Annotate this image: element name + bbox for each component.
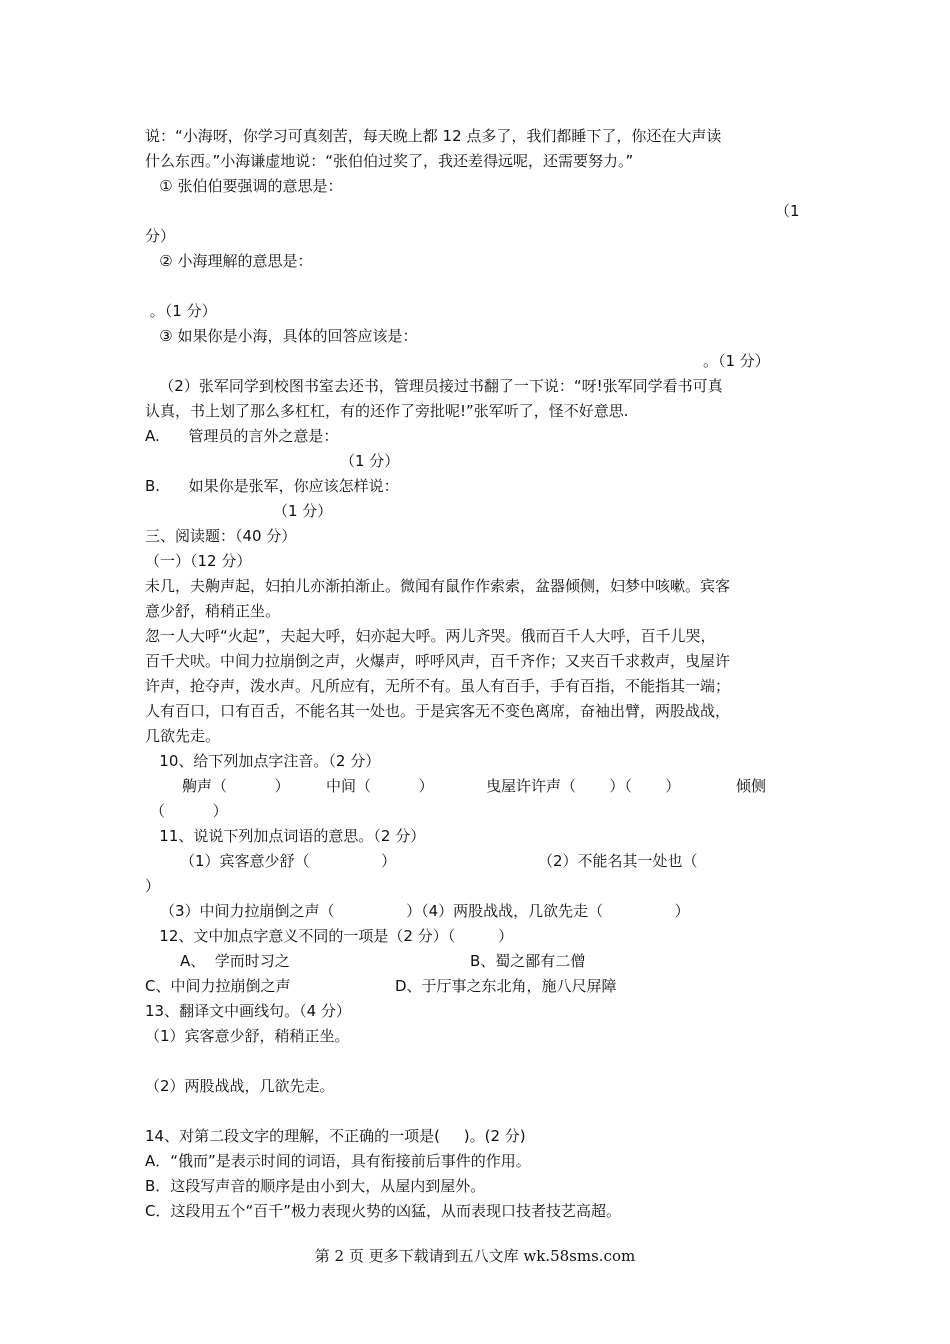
text-line: 。（1 分） — [703, 352, 770, 370]
text-line: （1 — [775, 202, 800, 220]
option-c: C、中间力拉崩倒之声 — [145, 977, 291, 995]
question-line: （1）宾客意少舒，稍稍正坐。 — [145, 1027, 350, 1045]
question-line: （2）两股战战，几欲先走。 — [145, 1077, 335, 1095]
option-b: B．这段写声音的顺序是由小到大，从屋内到屋外。 — [145, 1177, 486, 1195]
question-line: 中间（ ） — [326, 777, 434, 795]
question-line: （2）不能名其一处也（ — [538, 852, 698, 870]
question-line: （3）中间力拉崩倒之声（ ）（4）两股战战，几欲先走（ ） — [160, 902, 690, 920]
text-line: 意少舒，稍稍正坐。 — [145, 602, 281, 620]
text-line: 人有百口，口有百舌，不能名其一处也。于是宾客无不变色离席，奋袖出臂，两股战战， — [145, 702, 731, 720]
text-line: （2）张军同学到校图书室去还书，管理员接过书翻了一下说：“呀!张军同学看书可真 — [145, 377, 723, 395]
text-line: 忽一人大呼“火起”，夫起大呼，妇亦起大呼。两儿齐哭。俄而百千人大呼，百千儿哭， — [145, 627, 716, 645]
text-line: （1 分） — [273, 502, 333, 520]
text-line: ① 张伯伯要强调的意思是： — [145, 177, 343, 195]
text-line: 未几，夫齁声起，妇拍儿亦渐拍渐止。微闻有鼠作作索索，盆器倾侧，妇梦中咳嗽。宾客 — [145, 577, 731, 595]
option-b: B、蜀之鄙有二僧 — [470, 952, 586, 970]
question-line: 13、翻译文中画线句。（4 分） — [145, 1002, 351, 1020]
text-line: B. 如果你是张军，你应该怎样说： — [145, 477, 399, 495]
question-line: 齁声（ ） — [182, 777, 290, 795]
question-line: 曳屋许许声（ ）（ ） — [486, 777, 681, 795]
text-line: A. 管理员的言外之意是： — [145, 427, 339, 445]
text-line: 分） — [145, 227, 176, 245]
question-line: 12、文中加点字意义不同的一项是（2 分）（ ） — [145, 927, 514, 945]
text-line: 什么东西。”小海谦虚地说：“张伯伯过奖了，我还差得远呢，还需要努力。” — [145, 152, 634, 170]
text-line: 说：“小海呀，你学习可真刻苦，每天晚上都 12 点多了，我们都睡下了，你还在大声读 — [145, 127, 722, 145]
question-line: （ ） — [150, 802, 228, 820]
option-a: A．“俄而”是表示时间的词语，具有衔接前后事件的作用。 — [145, 1152, 531, 1170]
text-line: ② 小海理解的意思是： — [145, 252, 313, 270]
text-line: 百千犬吠。中间力拉崩倒之声，火爆声，呼呼风声，百千齐作；又夹百千求救声，曳屋许 — [145, 652, 731, 670]
section-heading: （一）（12 分） — [145, 552, 252, 570]
question-line: ） — [145, 877, 161, 895]
text-line: 。（1 分） — [145, 302, 217, 320]
text-line: 几欲先走。 — [145, 727, 221, 745]
text-line: 认真，书上划了那么多杠杠，有的还作了旁批呢!”张军听了，怪不好意思. — [145, 402, 629, 420]
text-line: ③ 如果你是小海，具体的回答应该是： — [145, 327, 418, 345]
question-line: 14、对第二段文字的理解，不正确的一项是( )。(2 分) — [145, 1127, 526, 1145]
question-line: （1）宾客意少舒（ ） — [180, 852, 397, 870]
page-footer: 第 2 页 更多下载请到五八文库 wk.58sms.com — [314, 1247, 636, 1265]
text-line: 许声，抢夺声，泼水声。凡所应有，无所不有。虽人有百手，手有百指，不能指其一端； — [145, 677, 731, 695]
question-line: 10、给下列加点字注音。（2 分） — [145, 752, 381, 770]
question-line: 11、说说下列加点词语的意思。（2 分） — [145, 827, 426, 845]
option-c: C．这段用五个“百千”极力表现火势的凶猛，从而表现口技者技艺高超。 — [145, 1202, 622, 1220]
section-heading: 三、阅读题：（40 分） — [145, 527, 297, 545]
question-line: 倾侧 — [736, 777, 767, 795]
option-d: D、于厅事之东北角，施八尺屏障 — [395, 977, 617, 995]
text-line: （1 分） — [340, 452, 400, 470]
option-a: A、 学而时习之 — [180, 952, 290, 970]
